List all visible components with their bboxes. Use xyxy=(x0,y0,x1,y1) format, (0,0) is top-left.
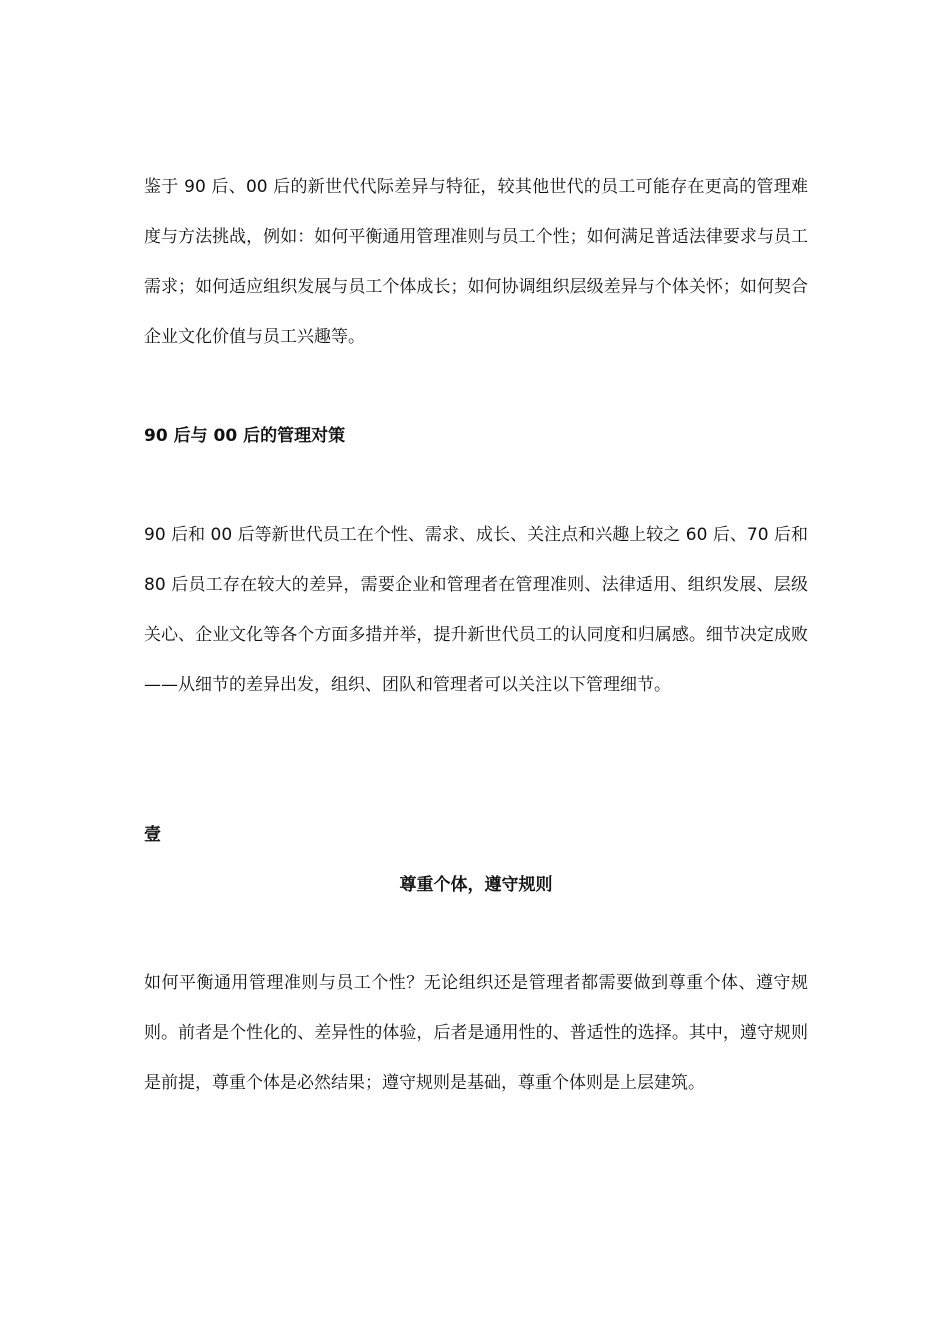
part-title: 尊重个体，遵守规则 xyxy=(399,875,553,895)
part-number: 壹 xyxy=(144,825,161,845)
part-paragraph: 如何平衡通用管理准则与员工个性？无论组织还是管理者都需要做到尊重个体、遵守规则。前者是个性化的、差异性的体验，后者是通用性的、普适性的选择。其中，遵守规则是前提，尊重个体是必然结果；遵守规则是基础，尊重个体则是上层建筑。 xyxy=(144,973,808,1093)
intro-paragraph: 鉴于 90 后、00 后的新世代代际差异与特征，较其他世代的员工可能存在更高的管理难度与方法挑战，例如：如何平衡通用管理准则与员工个性；如何满足普适法律要求与员工需求；如何适应组织发展与员工个体成长；如何协调组织层级差异与个体关怀；如何契合企业文化价值与员工兴趣等。 xyxy=(144,177,808,347)
section-heading: 90 后与 00 后的管理对策 xyxy=(144,426,346,446)
section-paragraph: 90 后和 00 后等新世代员工在个性、需求、成长、关注点和兴趣上较之 60 后、70 后和 80 后员工存在较大的差异，需要企业和管理者在管理准则、法律适用、组织发展、层级关心、企业文化等各个方面多措并举，提升新世代员工的认同度和归属感。细节决定成败——从细节的差异出发，组织、团队和管理者可以关注以下管理细节。 xyxy=(144,525,808,695)
